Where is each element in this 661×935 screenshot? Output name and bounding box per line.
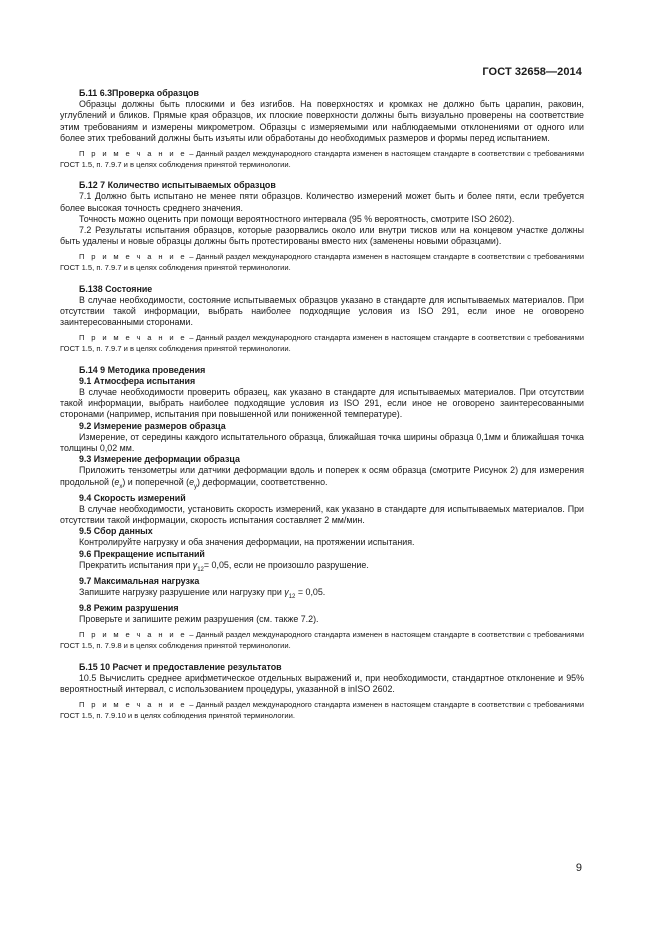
- note-text: – Данный раздел международного стандарта изменен в настоящем стандарте в соответствии с требованиями ГОСТ 1.5, п. 7.9.7 и в целях соблюдения принятой терминологии.: [60, 252, 584, 273]
- document-body: [60, 88, 584, 731]
- symbol: e: [189, 476, 195, 487]
- symbol-subscript: x: [119, 483, 123, 490]
- text-run: Приложить тензометры или датчики деформации вдоль и поперек к осям образца (смотрите Рисунок 2) для измерения продольной (: [60, 465, 584, 487]
- subsection-title-9-6: 9.6 Прекращение испытаний: [79, 548, 205, 559]
- note-lead: П р и м е ч а н и е: [79, 700, 187, 710]
- paragraph: 7.2 Результаты испытания образцов, которые разорвались около или внутри тисков или на концевом участке должны быть удалены и новые образцы должны быть протестированы вместо них (заменены новыми образцами).: [60, 225, 584, 247]
- subsection-title-9-8: 9.8 Режим разрушения: [79, 603, 179, 614]
- symbol-subscript: 12: [288, 593, 296, 600]
- symbol-subscript: 12: [197, 566, 204, 573]
- note: [60, 333, 584, 354]
- symbol: γ: [192, 559, 198, 570]
- subsection-title-9-2: 9.2 Измерение размеров образца: [79, 420, 226, 431]
- text-run: ) деформации, соответственно.: [197, 476, 328, 487]
- symbol: γ: [284, 587, 289, 598]
- subsection-title-9-1: 9.1 Атмосфера испытания: [79, 375, 196, 386]
- note: [60, 252, 584, 273]
- note-lead: П р и м е ч а н и е: [79, 333, 187, 343]
- text-run: Запишите нагрузку разрушение или нагрузку при: [79, 587, 285, 598]
- note-text: – Данный раздел международного стандарта изменен в настоящем стандарте в соответствии с требованиями ГОСТ 1.5, п. 7.9.8 и в целях соблюдения принятой терминологии.: [60, 630, 584, 651]
- paragraph: [60, 587, 584, 603]
- paragraph: Проверьте и запишите режим разрушения (см. также 7.2).: [79, 614, 319, 625]
- paragraph: В случае необходимости, установить скорость измерений, как указано в стандарте для испытываемых материалов. При отсутствии такой информации, скорость испытания составляет 2 мм/мин.: [60, 503, 584, 526]
- section-title-b14: Б.14 9 Методика проведения: [79, 364, 206, 375]
- page-number: 9: [575, 862, 582, 874]
- note: [60, 630, 584, 651]
- note-lead: П р и м е ч а н и е: [79, 149, 187, 159]
- text-run: = 0,05, если не произошло разрушение.: [203, 559, 369, 570]
- paragraph: В случае необходимости проверить образец, как указано в стандарте для испытываемых материалов. При отсутствии такой информации, выбрать наиболее подходящие условия из ISO 291, если иное не оговорено заинтересованными сторонами (например, испытания при повышенной или пониженной температуре).: [60, 387, 584, 420]
- paragraph: Измерение, от середины каждого испытательного образца, ближайшая точка ширины образца 0,1мм и ближайшая точка толщины 0,02 мм.: [60, 431, 584, 454]
- note: [60, 149, 584, 170]
- paragraph: Образцы должны быть плоскими и без изгибов. На поверхностях и кромках не должно быть царапин, раковин, углублений и бликов. Прямые края образцов, их плоские поверхности должны быть визуально проверены на соответствие этим требованиям и измерены микрометром. Образцы с измеряемыми или наблюдаемыми отклонениями от одного или более этих требований должны быть изъяты или обработаны до необходимых размеров и формы перед испытанием.: [60, 99, 584, 143]
- subsection-title-9-4: 9.4 Скорость измерений: [79, 492, 186, 503]
- paragraph: [60, 465, 584, 492]
- section-title-b15: Б.15 10 Расчет и предоставление результатов: [79, 661, 282, 672]
- text-run: = 0,05.: [295, 587, 326, 598]
- paragraph: 7.1 Должно быть испытано не менее пяти образцов. Количество измерений может быть и более пяти, если требуется более высокая точность среднего значения.: [60, 191, 584, 213]
- text-run: Прекратить испытания при: [79, 559, 193, 570]
- symbol: e: [114, 476, 120, 487]
- paragraph: 10.5 Вычислить среднее арифметическое отдельных выражений и, при необходимости, стандартное отклонение и 95% вероятностный интервал, с использованием процедуры, указанной в inISO 2602.: [60, 672, 584, 695]
- note-lead: П р и м е ч а н и е: [79, 252, 187, 262]
- subsection-title-9-7: 9.7 Максимальная нагрузка: [79, 575, 200, 586]
- section-title-b12: Б.12 7 Количество испытываемых образцов: [79, 180, 276, 191]
- section-title-b13: Б.138 Состояние: [79, 283, 153, 294]
- text-run: ) и поперечной (: [122, 476, 190, 487]
- note-text: – Данный раздел международного стандарта изменен в настоящем стандарте в соответствии с требованиями ГОСТ 1.5, п. 7.9.7 и в целях соблюдения принятой терминологии.: [60, 149, 584, 169]
- subsection-title-9-3: 9.3 Измерение деформации образца: [79, 454, 240, 465]
- subsection-title-9-5: 9.5 Сбор данных: [79, 526, 153, 537]
- paragraph: Контролируйте нагрузку и оба значения деформации, на протяжении испытания.: [79, 537, 415, 548]
- note-text: – Данный раздел международного стандарта изменен в настоящем стандарте в соответствии с требованиями ГОСТ 1.5, п. 7.9.10 и в целях соблюдения принятой терминологии.: [60, 700, 584, 720]
- standard-number: ГОСТ 32658—2014: [482, 66, 582, 78]
- paragraph: В случае необходимости, состояние испытываемых образцов указано в стандарте для испытываемых материалов. При отсутствии такой информации, выбрать наиболее подходящие условия из ISO 291, если иное не оговорено заинтересованными сторонами.: [60, 294, 584, 328]
- symbol-subscript: y: [194, 483, 198, 490]
- note-lead: П р и м е ч а н и е: [79, 630, 187, 640]
- note: [60, 700, 584, 721]
- paragraph: Точность можно оценить при помощи вероятностного интервала (95 % вероятность, смотрите ISO 2602).: [79, 213, 515, 224]
- section-title-b11: Б.11 6.3Проверка образцов: [79, 88, 199, 98]
- paragraph: [60, 560, 584, 576]
- note-text: – Данный раздел международного стандарта изменен в настоящем стандарте в соответствии с требованиями ГОСТ 1.5, п. 7.9.7 и в целях соблюдения принятой терминологии.: [60, 333, 584, 354]
